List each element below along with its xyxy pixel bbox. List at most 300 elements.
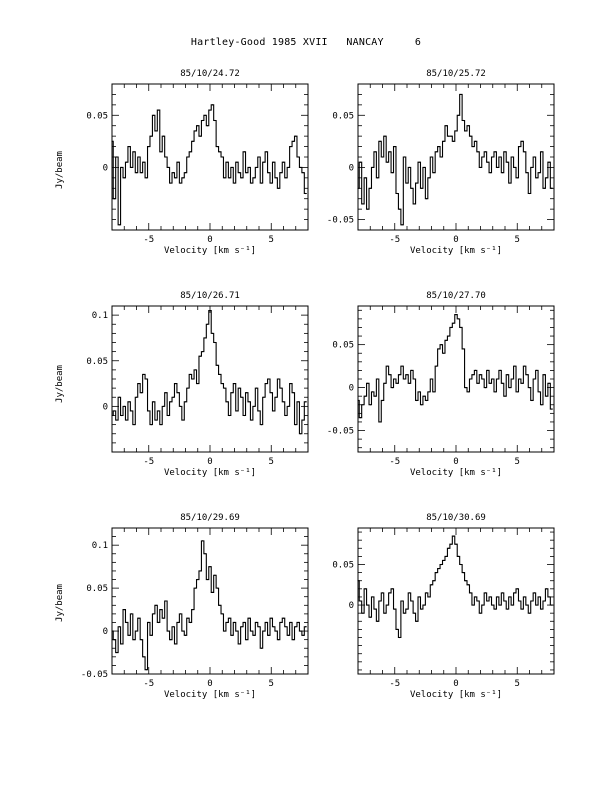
data-point — [160, 609, 161, 610]
data-point — [495, 391, 496, 392]
data-point — [384, 136, 385, 137]
data-point — [160, 424, 161, 425]
data-point — [455, 130, 456, 131]
data-point — [455, 544, 456, 545]
data-point — [124, 406, 125, 407]
data-point — [271, 618, 272, 619]
data-point — [490, 383, 491, 384]
data-point — [173, 626, 174, 627]
plot-frame — [112, 84, 308, 230]
data-point — [406, 374, 407, 375]
data-point — [138, 383, 139, 384]
data-point — [446, 556, 447, 557]
data-point — [141, 172, 142, 173]
plot-frame — [358, 528, 554, 674]
data-point — [200, 570, 201, 571]
data-point — [441, 156, 442, 157]
data-point — [544, 188, 545, 189]
data-point — [290, 383, 291, 384]
plot-frame — [358, 84, 554, 230]
data-point — [158, 622, 159, 623]
data-point — [414, 613, 415, 614]
data-point — [239, 172, 240, 173]
data-point — [131, 410, 132, 411]
data-point — [180, 182, 181, 183]
data-point — [273, 626, 274, 627]
data-point — [268, 635, 269, 636]
data-point — [426, 400, 427, 401]
data-point — [153, 115, 154, 116]
data-point — [549, 162, 550, 163]
data-point — [509, 182, 510, 183]
data-point — [209, 109, 210, 110]
data-point — [453, 323, 454, 324]
data-point — [133, 424, 134, 425]
x-tick-label: -5 — [143, 235, 155, 245]
data-point — [146, 669, 147, 670]
data-point — [551, 604, 552, 605]
data-point — [357, 188, 358, 189]
data-point — [370, 404, 371, 405]
data-point — [500, 370, 501, 371]
data-point — [397, 383, 398, 384]
x-axis-label: Velocity [km s⁻¹] — [409, 468, 503, 478]
data-point — [214, 342, 215, 343]
data-point — [397, 629, 398, 630]
data-point — [224, 388, 225, 389]
data-point — [187, 156, 188, 157]
y-tick-label: 0 — [102, 402, 108, 413]
y-tick-label: 0.05 — [332, 560, 354, 571]
data-point — [433, 172, 434, 173]
x-tick-label: 5 — [514, 457, 520, 467]
data-point — [290, 146, 291, 147]
data-point — [244, 415, 245, 416]
data-point — [163, 136, 164, 137]
data-point — [246, 392, 247, 393]
data-point — [377, 621, 378, 622]
data-point — [180, 613, 181, 614]
data-point — [254, 177, 255, 178]
data-point — [411, 600, 412, 601]
data-point — [121, 643, 122, 644]
data-point — [251, 419, 252, 420]
data-point — [241, 626, 242, 627]
data-point — [205, 115, 206, 116]
data-point — [512, 378, 513, 379]
data-point — [182, 419, 183, 420]
data-point — [288, 635, 289, 636]
data-point — [116, 652, 117, 653]
data-point — [446, 340, 447, 341]
y-tick-label: -0.05 — [326, 215, 354, 226]
data-point — [258, 626, 259, 627]
data-point — [500, 156, 501, 157]
data-point — [156, 130, 157, 131]
data-point — [365, 396, 366, 397]
data-point — [531, 600, 532, 601]
data-point — [372, 167, 373, 168]
data-point — [426, 592, 427, 593]
data-point — [300, 167, 301, 168]
data-point — [158, 410, 159, 411]
data-point — [288, 167, 289, 168]
data-point — [367, 383, 368, 384]
data-point — [379, 600, 380, 601]
data-point — [261, 424, 262, 425]
data-point — [485, 151, 486, 152]
x-tick-label: -5 — [143, 457, 155, 467]
data-point — [151, 635, 152, 636]
data-point — [185, 401, 186, 402]
data-point — [475, 370, 476, 371]
data-point — [524, 366, 525, 367]
data-point — [522, 609, 523, 610]
data-point — [305, 193, 306, 194]
data-point — [227, 162, 228, 163]
data-point — [202, 351, 203, 352]
data-point — [504, 600, 505, 601]
data-point — [124, 177, 125, 178]
data-point — [414, 378, 415, 379]
data-point — [298, 622, 299, 623]
data-point — [283, 162, 284, 163]
data-point — [460, 327, 461, 328]
data-point — [129, 146, 130, 147]
data-point — [507, 162, 508, 163]
data-point — [480, 613, 481, 614]
data-point — [256, 622, 257, 623]
data-point — [273, 162, 274, 163]
data-point — [146, 378, 147, 379]
data-point — [524, 596, 525, 597]
data-point — [509, 387, 510, 388]
data-point — [392, 172, 393, 173]
data-point — [384, 613, 385, 614]
data-point — [514, 366, 515, 367]
data-point — [261, 648, 262, 649]
data-point — [551, 188, 552, 189]
data-point — [431, 378, 432, 379]
data-point — [406, 609, 407, 610]
data-point — [495, 151, 496, 152]
data-point — [126, 622, 127, 623]
data-point — [222, 613, 223, 614]
data-point — [280, 172, 281, 173]
data-point — [475, 141, 476, 142]
data-point — [428, 391, 429, 392]
data-point — [406, 182, 407, 183]
data-point — [205, 553, 206, 554]
data-point — [182, 177, 183, 178]
data-point — [136, 172, 137, 173]
data-point — [280, 388, 281, 389]
data-point — [379, 141, 380, 142]
data-point — [448, 548, 449, 549]
data-point — [222, 156, 223, 157]
data-point — [121, 167, 122, 168]
data-point — [143, 162, 144, 163]
data-point — [497, 378, 498, 379]
data-point — [195, 130, 196, 131]
data-point — [256, 388, 257, 389]
data-point — [229, 618, 230, 619]
y-tick-label: 0.05 — [332, 340, 354, 351]
data-point — [485, 592, 486, 593]
data-point — [241, 177, 242, 178]
data-point — [375, 151, 376, 152]
data-point — [268, 378, 269, 379]
data-point — [200, 136, 201, 137]
data-point — [436, 572, 437, 573]
data-point — [192, 141, 193, 142]
panel-title: 85/10/26.71 — [180, 291, 240, 301]
x-axis-label: Velocity [km s⁻¹] — [163, 246, 257, 256]
y-tick-label: 0 — [348, 163, 354, 174]
data-point — [411, 370, 412, 371]
data-point — [526, 604, 527, 605]
data-point — [416, 621, 417, 622]
data-point — [524, 151, 525, 152]
data-point — [205, 337, 206, 338]
data-point — [293, 392, 294, 393]
data-point — [372, 596, 373, 597]
data-point — [436, 366, 437, 367]
data-point — [202, 120, 203, 121]
data-point — [185, 172, 186, 173]
data-point — [138, 618, 139, 619]
data-point — [163, 406, 164, 407]
data-point — [504, 396, 505, 397]
data-point — [428, 596, 429, 597]
data-point — [360, 162, 361, 163]
data-point — [131, 167, 132, 168]
data-point — [190, 622, 191, 623]
data-point — [362, 404, 363, 405]
data-point — [465, 130, 466, 131]
data-point — [448, 136, 449, 137]
data-point — [143, 656, 144, 657]
data-point — [487, 600, 488, 601]
spectrum-trace — [358, 536, 553, 637]
data-point — [163, 618, 164, 619]
x-axis-label: Velocity [km s⁻¹] — [163, 690, 257, 700]
y-tick-label: -0.05 — [80, 670, 108, 680]
data-point — [156, 419, 157, 420]
data-point — [119, 224, 120, 225]
data-point — [409, 167, 410, 168]
data-point — [114, 410, 115, 411]
data-point — [249, 401, 250, 402]
panel-title: 85/10/30.69 — [426, 513, 486, 523]
data-point — [231, 392, 232, 393]
x-axis-label: Velocity [km s⁻¹] — [409, 690, 503, 700]
x-tick-label: 5 — [268, 679, 274, 689]
data-point — [409, 383, 410, 384]
data-point — [126, 162, 127, 163]
data-point — [219, 374, 220, 375]
data-point — [124, 609, 125, 610]
data-point — [116, 419, 117, 420]
data-point — [458, 115, 459, 116]
data-point — [473, 604, 474, 605]
data-point — [170, 182, 171, 183]
data-point — [460, 94, 461, 95]
data-point — [526, 172, 527, 173]
data-point — [268, 172, 269, 173]
data-point — [209, 566, 210, 567]
x-tick-label: 0 — [207, 679, 213, 689]
data-point — [227, 401, 228, 402]
data-point — [375, 396, 376, 397]
data-point — [151, 136, 152, 137]
data-point — [514, 167, 515, 168]
data-point — [463, 348, 464, 349]
data-point — [283, 618, 284, 619]
panel-title: 85/10/27.70 — [426, 291, 486, 301]
data-point — [458, 556, 459, 557]
data-point — [236, 162, 237, 163]
data-point — [490, 172, 491, 173]
plot-frame — [112, 528, 308, 674]
data-point — [534, 378, 535, 379]
data-point — [219, 605, 220, 606]
y-tick-label: -0.05 — [326, 426, 354, 437]
data-point — [217, 365, 218, 366]
data-point — [236, 410, 237, 411]
data-point — [428, 177, 429, 178]
data-point — [165, 392, 166, 393]
data-point — [251, 630, 252, 631]
y-tick-label: 0 — [348, 601, 354, 612]
data-point — [541, 151, 542, 152]
data-point — [382, 592, 383, 593]
data-point — [370, 188, 371, 189]
x-tick-label: 0 — [207, 235, 213, 245]
data-point — [512, 156, 513, 157]
data-point — [170, 401, 171, 402]
data-point — [399, 209, 400, 210]
data-point — [477, 151, 478, 152]
data-point — [295, 626, 296, 627]
data-point — [453, 536, 454, 537]
data-point — [389, 592, 390, 593]
data-point — [195, 588, 196, 589]
data-point — [468, 584, 469, 585]
data-point — [451, 136, 452, 137]
data-point — [173, 397, 174, 398]
data-point — [357, 580, 358, 581]
data-point — [519, 600, 520, 601]
data-point — [436, 151, 437, 152]
data-point — [365, 588, 366, 589]
data-point — [463, 572, 464, 573]
x-tick-label: 0 — [207, 457, 213, 467]
data-point — [136, 397, 137, 398]
data-point — [424, 396, 425, 397]
data-point — [303, 172, 304, 173]
data-point — [431, 156, 432, 157]
data-point — [470, 592, 471, 593]
y-tick-label: 0.05 — [86, 356, 108, 367]
data-point — [234, 182, 235, 183]
data-point — [443, 353, 444, 354]
data-point — [365, 177, 366, 178]
data-point — [551, 408, 552, 409]
data-point — [517, 177, 518, 178]
data-point — [424, 604, 425, 605]
data-point — [465, 387, 466, 388]
data-point — [473, 146, 474, 147]
data-point — [419, 596, 420, 597]
data-point — [468, 391, 469, 392]
data-point — [477, 383, 478, 384]
data-point — [197, 383, 198, 384]
data-point — [224, 630, 225, 631]
x-tick-label: -5 — [389, 235, 401, 245]
data-point — [473, 374, 474, 375]
data-point — [129, 635, 130, 636]
data-point — [119, 397, 120, 398]
data-point — [263, 397, 264, 398]
data-point — [180, 406, 181, 407]
data-point — [497, 596, 498, 597]
y-tick-label: 0.1 — [91, 541, 108, 552]
data-point — [519, 378, 520, 379]
data-point — [394, 146, 395, 147]
data-point — [141, 639, 142, 640]
data-point — [482, 156, 483, 157]
data-point — [283, 401, 284, 402]
data-point — [534, 592, 535, 593]
data-point — [146, 177, 147, 178]
data-point — [433, 580, 434, 581]
data-point — [360, 417, 361, 418]
data-point — [433, 391, 434, 392]
spectrum-panel-4 — [327, 291, 554, 478]
data-point — [227, 622, 228, 623]
data-point — [522, 383, 523, 384]
data-point — [541, 404, 542, 405]
data-point — [392, 588, 393, 589]
data-point — [239, 643, 240, 644]
data-point — [258, 156, 259, 157]
data-point — [222, 383, 223, 384]
data-point — [502, 172, 503, 173]
x-axis-label: Velocity [km s⁻¹] — [409, 246, 503, 256]
data-point — [362, 203, 363, 204]
data-point — [285, 415, 286, 416]
data-point — [239, 388, 240, 389]
spectrum-panel-6 — [332, 513, 554, 700]
data-point — [509, 596, 510, 597]
data-point — [448, 335, 449, 336]
data-point — [443, 141, 444, 142]
data-point — [519, 146, 520, 147]
data-point — [114, 639, 115, 640]
data-point — [375, 609, 376, 610]
y-tick-label: 0.1 — [91, 311, 108, 322]
data-point — [460, 564, 461, 565]
data-point — [111, 415, 112, 416]
data-point — [300, 630, 301, 631]
data-point — [214, 120, 215, 121]
data-point — [263, 162, 264, 163]
data-point — [141, 392, 142, 393]
data-point — [187, 618, 188, 619]
data-point — [392, 387, 393, 388]
data-point — [158, 109, 159, 110]
